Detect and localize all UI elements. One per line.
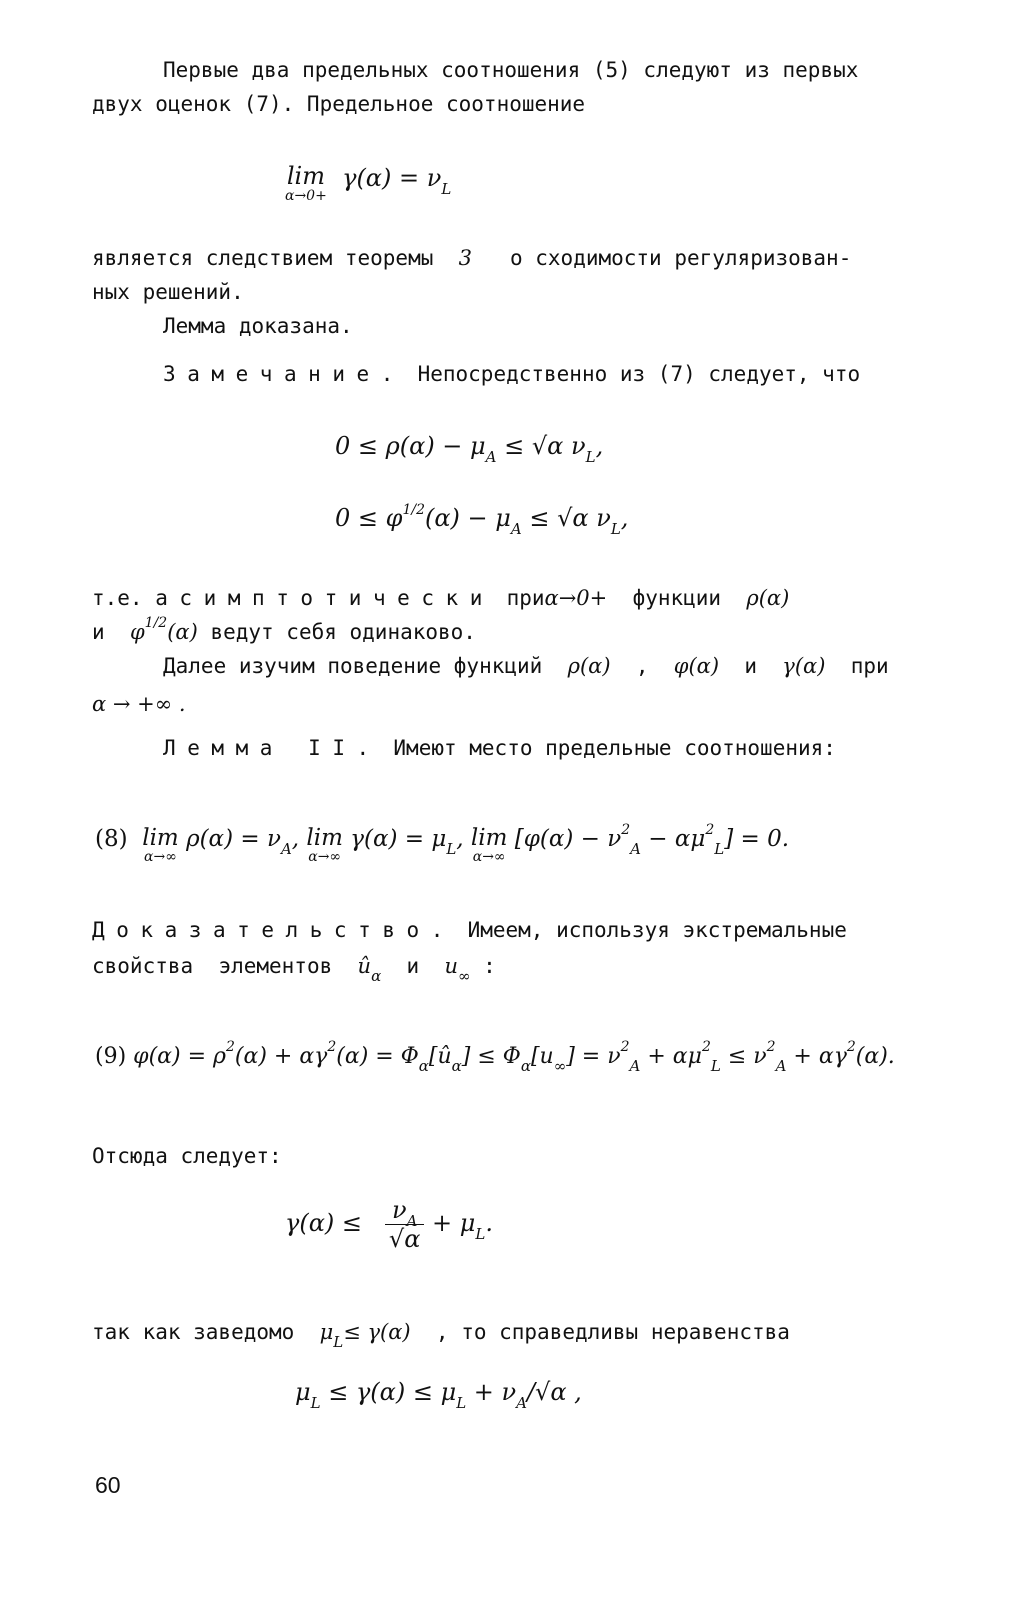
remark-heading: Замечание. [163, 362, 405, 386]
equation-9: (9) $\varphi(\alpha) = \rho^2(\alpha) + \alpha\gamma^2(\alpha)$ = $\Phi_\alpha[û_\alpha] \le \Phi_\alpha[u_\infty] = \nu^2_A + \alpha\mu^2_L \le \nu^2_A + \alpha\gamma^2(\alpha)$. [95, 1039, 895, 1075]
text-line: Лемма доказана. [163, 314, 353, 338]
text-line: так как заведомо $\mu_L\le \gamma(\alpha)$ , то справедливы неравенства [92, 1320, 790, 1351]
inequality-2: $0 \le \varphi^{1/2}(\alpha) - \mu_A \le √\alpha$ $\nu_L$, [335, 502, 629, 538]
text-line: Первые два предельных соотношения (5) следуют из первых [163, 58, 859, 82]
text-line: и $\varphi^{1/2}(\alpha)$ ведут себя одинаково. [92, 615, 476, 644]
lemma-line: Лемма II. Имеют место предельные соотношения: [163, 736, 836, 760]
text-line: Далее изучим поведение функций ρ(α) , φ(α) и γ(α) при [163, 654, 889, 678]
text-line: α → +∞ . [92, 692, 186, 716]
text-line: т.е. асимптотически приα→0+ функции ρ(α) [92, 586, 790, 610]
proof-line: Доказательство. Имеем, используя экстремальные [92, 918, 847, 942]
lemma-heading: Лемма II. [163, 736, 381, 760]
inequality-4: $\mu_L \le \gamma(\alpha) \le \mu_L + \nu_A/√\alpha$ , [295, 1378, 582, 1412]
text-line: свойства элементов $û_\alpha$ и $u_\infty$ : [92, 954, 496, 985]
inequality-1: $0 \le \rho(\alpha) - \mu_A \le √\alpha$ $\nu_L$, [335, 432, 604, 466]
page-number: 60 [95, 1472, 121, 1498]
text-line: является следствием теоремы 3 о сходимости регуляризован- [92, 246, 852, 270]
text-line: Отсюда следует: [92, 1144, 282, 1168]
limit-equation: lim α→0+ $\gamma(\alpha) = \nu_L$ [285, 162, 452, 205]
remark-line: Замечание. Непосредственно из (7) следует, что [163, 362, 861, 386]
text-line: ных решений. [92, 280, 244, 304]
inequality-3: γ(α) ≤ $\frac{\nu_A}{√\alpha}$ + $\mu_L$. [285, 1196, 493, 1253]
proof-heading: Доказательство. [92, 918, 455, 942]
text-line: двух оценок (7). Предельное соотношение [92, 92, 586, 116]
equation-8: (8) lim α→∞ $\rho(\alpha) = \nu_A$, lim α→∞ $\gamma(\alpha) = \mu_L$, lim α→∞ $[\varphi(\alpha) - \nu^2_A - \alpha\mu^2_L] = 0$. [95, 822, 790, 866]
